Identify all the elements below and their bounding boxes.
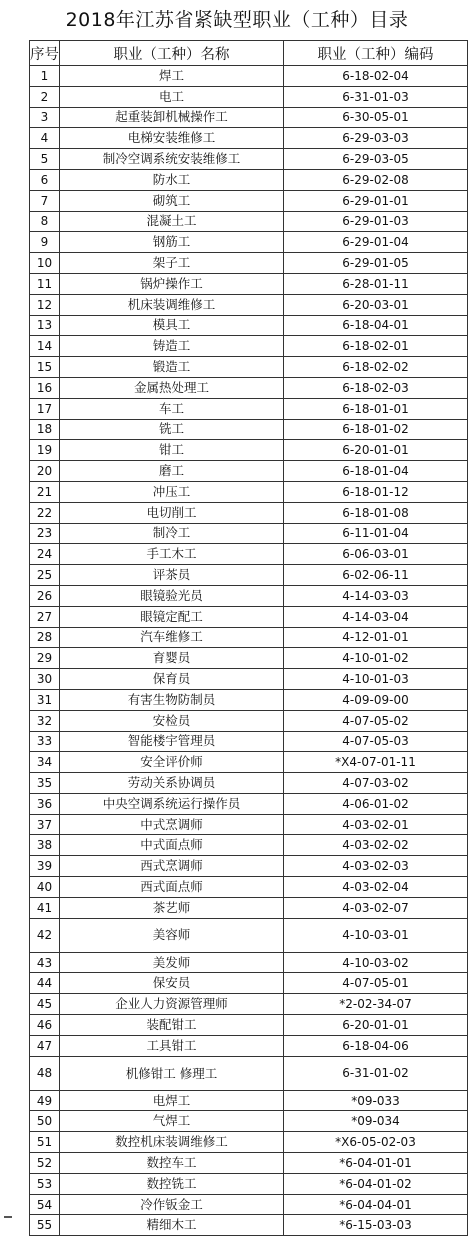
occupation-name-cell: 劳动关系协调员: [60, 773, 284, 794]
occupation-code-cell: 6-18-01-04: [284, 461, 468, 482]
table-row: [30, 952, 468, 973]
occupation-name-cell: 防水工: [60, 169, 284, 190]
table-row: [30, 627, 468, 648]
table-row: [30, 835, 468, 856]
occupation-code-cell: 6-18-02-02: [284, 357, 468, 378]
occupation-code-cell: 4-07-05-03: [284, 731, 468, 752]
occupation-name-cell: 茶艺师: [60, 897, 284, 918]
row-number-cell: 29: [30, 648, 60, 669]
occupation-code-cell: 4-14-03-04: [284, 606, 468, 627]
occupation-name-cell: 冷作钣金工: [60, 1194, 284, 1215]
table-row: [30, 544, 468, 565]
row-number-cell: 46: [30, 1015, 60, 1036]
row-number-cell: 49: [30, 1090, 60, 1111]
table-row: [30, 585, 468, 606]
row-number-cell: 10: [30, 253, 60, 274]
row-number-cell: 35: [30, 773, 60, 794]
row-number-cell: 36: [30, 793, 60, 814]
occupation-code-cell: *6-04-01-02: [284, 1173, 468, 1194]
occupation-name-cell: 气焊工: [60, 1111, 284, 1132]
table-row: [30, 710, 468, 731]
row-number-cell: 1: [30, 66, 60, 87]
occupation-code-cell: 6-20-03-01: [284, 294, 468, 315]
occupation-name-cell: 汽车维修工: [60, 627, 284, 648]
occupation-code-cell: 6-18-01-01: [284, 398, 468, 419]
row-number-cell: 9: [30, 232, 60, 253]
occupation-name-cell: 起重装卸机械操作工: [60, 107, 284, 128]
row-number-cell: 52: [30, 1153, 60, 1174]
occupation-name-cell: 评茶员: [60, 565, 284, 586]
occupation-name-cell: 企业人力资源管理师: [60, 994, 284, 1015]
table-row: [30, 66, 468, 87]
occupation-name-cell: 美容师: [60, 918, 284, 952]
table-row: [30, 1035, 468, 1056]
row-number-cell: 11: [30, 273, 60, 294]
table-row: [30, 461, 468, 482]
row-number-cell: 43: [30, 952, 60, 973]
table-body: [30, 66, 468, 1236]
occupation-name-cell: 制冷空调系统安装维修工: [60, 149, 284, 170]
table-row: [30, 273, 468, 294]
occupation-name-cell: 中式面点师: [60, 835, 284, 856]
occupation-code-cell: 4-10-01-02: [284, 648, 468, 669]
row-number-cell: 16: [30, 377, 60, 398]
occupation-name-cell: 模具工: [60, 315, 284, 336]
table-row: [30, 523, 468, 544]
occupation-code-cell: 6-29-01-01: [284, 190, 468, 211]
occupation-name-cell: 铣工: [60, 419, 284, 440]
row-number-cell: 38: [30, 835, 60, 856]
occupation-code-cell: *09-033: [284, 1090, 468, 1111]
row-number-cell: 6: [30, 169, 60, 190]
occupation-code-cell: 4-07-03-02: [284, 773, 468, 794]
table-row: [30, 773, 468, 794]
row-number-cell: 39: [30, 856, 60, 877]
table-row: [30, 918, 468, 952]
row-number-cell: 14: [30, 336, 60, 357]
table-row: [30, 294, 468, 315]
table-header: [30, 41, 468, 66]
occupation-name-cell: 锻造工: [60, 357, 284, 378]
row-number-cell: 54: [30, 1194, 60, 1215]
column-header-number: 序号: [30, 41, 60, 66]
occupation-code-cell: 4-03-02-03: [284, 856, 468, 877]
row-number-cell: 4: [30, 128, 60, 149]
table-row: [30, 86, 468, 107]
occupation-name-cell: 安检员: [60, 710, 284, 731]
table-row: [30, 606, 468, 627]
table-row: [30, 211, 468, 232]
occupation-code-cell: 6-18-01-12: [284, 481, 468, 502]
table-row: [30, 1111, 468, 1132]
row-number-cell: 40: [30, 877, 60, 898]
occupation-name-cell: 有害生物防制员: [60, 689, 284, 710]
occupation-name-cell: 中央空调系统运行操作员: [60, 793, 284, 814]
table-row: [30, 1056, 468, 1090]
occupation-code-cell: 4-07-05-02: [284, 710, 468, 731]
occupation-code-cell: 6-18-02-03: [284, 377, 468, 398]
row-number-cell: 37: [30, 814, 60, 835]
occupation-code-cell: 6-30-05-01: [284, 107, 468, 128]
occupation-code-cell: 6-28-01-11: [284, 273, 468, 294]
row-number-cell: 8: [30, 211, 60, 232]
table-row: [30, 1173, 468, 1194]
occupation-name-cell: 精细木工: [60, 1215, 284, 1236]
occupation-name-cell: 磨工: [60, 461, 284, 482]
row-number-cell: 33: [30, 731, 60, 752]
occupation-name-cell: 数控车工: [60, 1153, 284, 1174]
occupation-name-cell: 砌筑工: [60, 190, 284, 211]
occupation-code-cell: 6-06-03-01: [284, 544, 468, 565]
table-row: [30, 877, 468, 898]
occupation-code-cell: *X6-05-02-03: [284, 1132, 468, 1153]
occupation-name-cell: 焊工: [60, 66, 284, 87]
table-row: [30, 377, 468, 398]
occupation-code-cell: 6-29-02-08: [284, 169, 468, 190]
row-number-cell: 19: [30, 440, 60, 461]
row-number-cell: 5: [30, 149, 60, 170]
occupation-name-cell: 西式烹调师: [60, 856, 284, 877]
occupation-code-cell: 6-31-01-02: [284, 1056, 468, 1090]
occupation-name-cell: 机床装调维修工: [60, 294, 284, 315]
occupation-name-cell: 铸造工: [60, 336, 284, 357]
row-number-cell: 55: [30, 1215, 60, 1236]
occupation-code-cell: 6-20-01-01: [284, 440, 468, 461]
table-row: [30, 481, 468, 502]
table-row: [30, 973, 468, 994]
row-number-cell: 18: [30, 419, 60, 440]
table-row: [30, 648, 468, 669]
row-number-cell: 42: [30, 918, 60, 952]
occupation-code-cell: 4-14-03-03: [284, 585, 468, 606]
table-row: [30, 856, 468, 877]
column-header-code: 职业（工种）编码: [284, 41, 468, 66]
row-number-cell: 47: [30, 1035, 60, 1056]
occupation-name-cell: 保育员: [60, 669, 284, 690]
occupation-name-cell: 金属热处理工: [60, 377, 284, 398]
table-row: [30, 793, 468, 814]
occupation-name-cell: 育婴员: [60, 648, 284, 669]
row-number-cell: 17: [30, 398, 60, 419]
table-row: [30, 357, 468, 378]
row-number-cell: 2: [30, 86, 60, 107]
occupation-code-cell: 6-20-01-01: [284, 1015, 468, 1036]
occupation-code-cell: 4-03-02-01: [284, 814, 468, 835]
occupation-name-cell: 中式烹调师: [60, 814, 284, 835]
occupation-code-cell: 6-18-02-04: [284, 66, 468, 87]
occupation-name-cell: 美发师: [60, 952, 284, 973]
occupation-name-cell: 眼镜定配工: [60, 606, 284, 627]
occupation-code-cell: *09-034: [284, 1111, 468, 1132]
table-row: [30, 897, 468, 918]
row-number-cell: 28: [30, 627, 60, 648]
row-number-cell: 13: [30, 315, 60, 336]
occupation-name-cell: 装配钳工: [60, 1015, 284, 1036]
row-number-cell: 20: [30, 461, 60, 482]
row-number-cell: 12: [30, 294, 60, 315]
table-row: [30, 994, 468, 1015]
occupation-code-cell: *2-02-34-07: [284, 994, 468, 1015]
row-number-cell: 25: [30, 565, 60, 586]
row-number-cell: 27: [30, 606, 60, 627]
occupation-code-cell: 6-18-01-08: [284, 502, 468, 523]
occupation-code-cell: 4-10-03-01: [284, 918, 468, 952]
row-number-cell: 26: [30, 585, 60, 606]
table-row: [30, 232, 468, 253]
table-row: [30, 1015, 468, 1036]
row-number-cell: 30: [30, 669, 60, 690]
occupation-name-cell: 工具钳工: [60, 1035, 284, 1056]
occupation-name-cell: 电切削工: [60, 502, 284, 523]
table-row: [30, 315, 468, 336]
table-row: [30, 107, 468, 128]
table-row: [30, 1132, 468, 1153]
occupation-code-cell: 6-29-01-05: [284, 253, 468, 274]
occupation-code-cell: 4-03-02-07: [284, 897, 468, 918]
occupation-code-cell: 6-29-03-03: [284, 128, 468, 149]
table-row: [30, 1194, 468, 1215]
occupation-table: [29, 40, 468, 1236]
row-number-cell: 7: [30, 190, 60, 211]
table-row: [30, 253, 468, 274]
occupation-code-cell: 6-02-06-11: [284, 565, 468, 586]
row-number-cell: 50: [30, 1111, 60, 1132]
row-number-cell: 41: [30, 897, 60, 918]
table-row: [30, 440, 468, 461]
occupation-code-cell: 4-06-01-02: [284, 793, 468, 814]
occupation-name-cell: 锅炉操作工: [60, 273, 284, 294]
table-row: [30, 190, 468, 211]
row-number-cell: 51: [30, 1132, 60, 1153]
table-row: [30, 1215, 468, 1236]
occupation-code-cell: 6-18-01-02: [284, 419, 468, 440]
occupation-code-cell: *6-04-04-01: [284, 1194, 468, 1215]
table-row: [30, 731, 468, 752]
occupation-name-cell: 钳工: [60, 440, 284, 461]
page-edge-mark: [4, 1216, 12, 1218]
occupation-name-cell: 电工: [60, 86, 284, 107]
table-row: [30, 398, 468, 419]
occupation-code-cell: *6-04-01-01: [284, 1153, 468, 1174]
occupation-name-cell: 数控机床装调维修工: [60, 1132, 284, 1153]
occupation-name-cell: 眼镜验光员: [60, 585, 284, 606]
occupation-code-cell: 6-29-03-05: [284, 149, 468, 170]
occupation-name-cell: 手工木工: [60, 544, 284, 565]
row-number-cell: 22: [30, 502, 60, 523]
occupation-code-cell: 4-10-03-02: [284, 952, 468, 973]
occupation-name-cell: 电梯安装维修工: [60, 128, 284, 149]
occupation-code-cell: *6-15-03-03: [284, 1215, 468, 1236]
row-number-cell: 23: [30, 523, 60, 544]
occupation-code-cell: 4-07-05-01: [284, 973, 468, 994]
occupation-name-cell: 保安员: [60, 973, 284, 994]
table-row: [30, 128, 468, 149]
table-row: [30, 752, 468, 773]
row-number-cell: 48: [30, 1056, 60, 1090]
occupation-code-cell: 4-10-01-03: [284, 669, 468, 690]
occupation-name-cell: 安全评价师: [60, 752, 284, 773]
row-number-cell: 24: [30, 544, 60, 565]
table-row: [30, 689, 468, 710]
occupation-name-cell: 混凝土工: [60, 211, 284, 232]
occupation-name-cell: 智能楼宇管理员: [60, 731, 284, 752]
table-row: [30, 814, 468, 835]
row-number-cell: 15: [30, 357, 60, 378]
table-row: [30, 149, 468, 170]
occupation-code-cell: 4-03-02-02: [284, 835, 468, 856]
table-row: [30, 1153, 468, 1174]
page-title: 2018年江苏省紧缺型职业（工种）目录: [65, 9, 409, 31]
occupation-name-cell: 钢筋工: [60, 232, 284, 253]
occupation-name-cell: 电焊工: [60, 1090, 284, 1111]
table-row: [30, 502, 468, 523]
occupation-code-cell: 6-18-04-01: [284, 315, 468, 336]
column-header-name: 职业（工种）名称: [60, 41, 284, 66]
row-number-cell: 53: [30, 1173, 60, 1194]
row-number-cell: 34: [30, 752, 60, 773]
row-number-cell: 21: [30, 481, 60, 502]
row-number-cell: 32: [30, 710, 60, 731]
occupation-code-cell: 6-11-01-04: [284, 523, 468, 544]
table-row: [30, 669, 468, 690]
table-row: [30, 169, 468, 190]
table-row: [30, 565, 468, 586]
occupation-name-cell: 车工: [60, 398, 284, 419]
occupation-name-cell: 西式面点师: [60, 877, 284, 898]
row-number-cell: 3: [30, 107, 60, 128]
occupation-code-cell: 6-18-04-06: [284, 1035, 468, 1056]
occupation-name-cell: 冲压工: [60, 481, 284, 502]
occupation-code-cell: 6-18-02-01: [284, 336, 468, 357]
table-row: [30, 336, 468, 357]
header-row: [30, 41, 468, 66]
occupation-code-cell: *X4-07-01-11: [284, 752, 468, 773]
occupation-name-cell: 制冷工: [60, 523, 284, 544]
occupation-name-cell: 数控铣工: [60, 1173, 284, 1194]
occupation-code-cell: 6-29-01-04: [284, 232, 468, 253]
occupation-code-cell: 6-29-01-03: [284, 211, 468, 232]
row-number-cell: 44: [30, 973, 60, 994]
occupation-code-cell: 6-31-01-03: [284, 86, 468, 107]
occupation-code-cell: 4-03-02-04: [284, 877, 468, 898]
occupation-name-cell: 架子工: [60, 253, 284, 274]
table-row: [30, 419, 468, 440]
occupation-code-cell: 4-12-01-01: [284, 627, 468, 648]
table-row: [30, 1090, 468, 1111]
row-number-cell: 45: [30, 994, 60, 1015]
row-number-cell: 31: [30, 689, 60, 710]
occupation-name-cell: 机修钳工 修理工: [60, 1056, 284, 1090]
occupation-code-cell: 4-09-09-00: [284, 689, 468, 710]
